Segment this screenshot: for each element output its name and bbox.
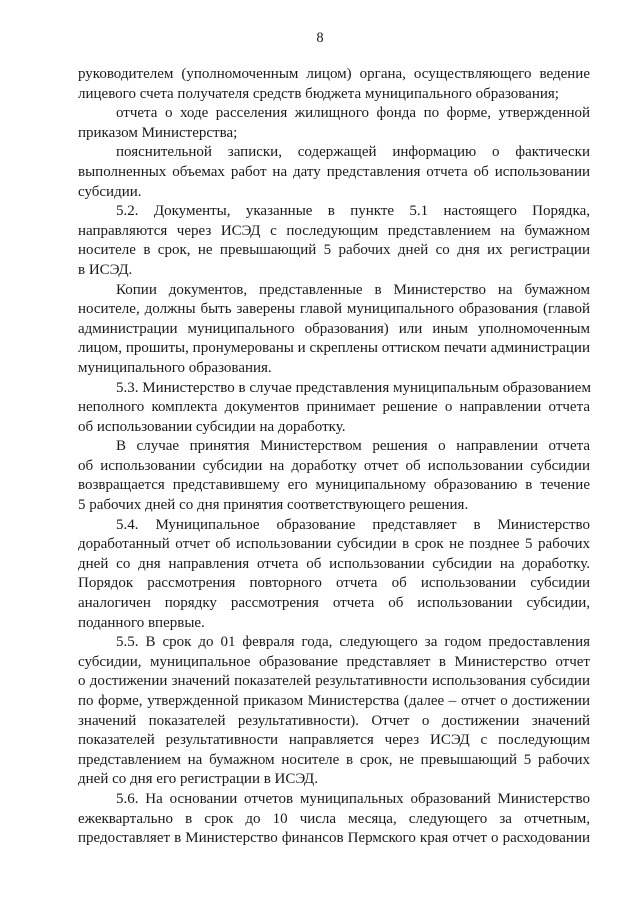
text-line: руководителем (уполномоченным лицом) органа, осуществляющего ведение xyxy=(78,66,590,82)
text-line: об использовании субсидии на доработку. xyxy=(78,418,346,435)
text-line: 5.5. В срок до 01 февраля года, следующего за годом предоставления xyxy=(116,634,590,651)
text-line: 5.3. Министерство в случае представления муниципальным образованием xyxy=(116,379,591,396)
text-line: значений показателей результативности). Отчет о достижении значений xyxy=(78,712,590,729)
text-line: носителе в срок, не превышающий 5 рабочих дней со дня их регистрации xyxy=(78,242,590,259)
text-line: субсидии. xyxy=(78,183,142,200)
text-line: выполненных объемах работ на дату представления отчета об использовании xyxy=(78,163,590,180)
text-line: 5.2. Документы, указанные в пункте 5.1 настоящего Порядка, xyxy=(116,203,590,220)
text-line: представлением на бумажном носителе в срок, не превышающий 5 рабочих xyxy=(78,751,590,768)
text-line: поданного впервые. xyxy=(78,614,205,631)
text-line: ежеквартально в срок до 10 числа месяца, следующего за отчетным, xyxy=(78,810,590,827)
text-line: неполного комплекта документов принимает решение о направлении отчета xyxy=(78,399,590,416)
text-line: муниципального образования. xyxy=(78,359,272,376)
text-line: администрации муниципального образования) или иным уполномоченным xyxy=(78,320,590,337)
text-line: по форме, утвержденной приказом Министерства (далее – отчет о достижении xyxy=(78,693,590,709)
text-line: субсидии, муниципальное образование представляет в Министерство отчет xyxy=(78,653,590,670)
text-line: Копии документов, представленные в Министерство на бумажном xyxy=(116,281,590,298)
text-line: показателей результативности направляется через ИСЭД с последующим xyxy=(78,732,590,749)
text-line: лицевого счета получателя средств бюджета муниципального образования; xyxy=(78,85,559,102)
text-line: возвращается представившему его муниципальному образованию в течение xyxy=(78,477,590,494)
text-line: В случае принятия Министерством решения о направлении отчета xyxy=(116,438,590,455)
text-line: пояснительной записки, содержащей информацию о фактически xyxy=(116,144,590,161)
text-line: направляются через ИСЭД с последующим представлением на бумажном xyxy=(78,222,590,239)
text-line: об использовании субсидии на доработку отчет об использовании субсидии xyxy=(78,457,590,474)
text-line: предоставляет в Министерство финансов Пермского края отчет о расходовании xyxy=(78,830,590,847)
text-line: доработанный отчет об использовании субсидии в срок не позднее 5 рабочих xyxy=(78,536,590,553)
document-body xyxy=(78,65,590,849)
text-line: лицом, прошиты, пронумерованы и скреплены оттиском печати администрации xyxy=(78,340,590,357)
text-line: 5.6. На основании отчетов муниципальных образований Министерство xyxy=(116,790,590,807)
text-line: приказом Министерства; xyxy=(78,124,238,141)
text-line: Порядок рассмотрения повторного отчета об использовании субсидии xyxy=(78,575,590,592)
text-line: в ИСЭД. xyxy=(78,261,133,278)
text-line: дней со дня его регистрации в ИСЭД. xyxy=(78,771,319,788)
text-line: носителе, должны быть заверены главой муниципального образования (главой xyxy=(78,301,590,318)
page-number: 8 xyxy=(316,30,324,46)
text-line: 5 рабочих дней со дня принятия соответствующего решения. xyxy=(78,497,469,514)
text-line: аналогичен порядку рассмотрения отчета об использовании субсидии, xyxy=(78,595,590,612)
text-line: дней со дня направления отчета об использовании субсидии на доработку. xyxy=(78,555,590,572)
text-line: о достижении значений показателей результативности использования субсидии xyxy=(78,673,590,690)
text-line: 5.4. Муниципальное образование представляет в Министерство xyxy=(116,516,590,533)
text-line: отчета о ходе расселения жилищного фонда по форме, утвержденной xyxy=(116,105,590,122)
